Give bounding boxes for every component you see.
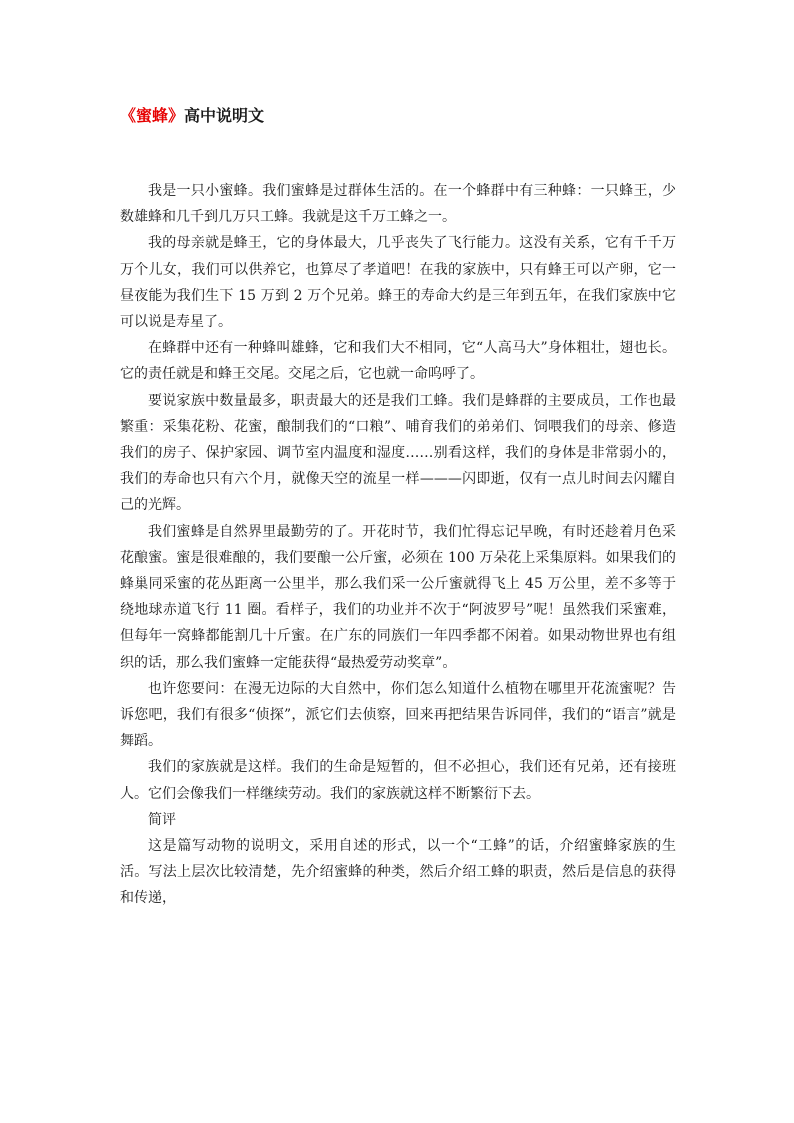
paragraph-scouts: 也许您要问：在漫无边际的大自然中，你们怎么知道什么植物在哪里开花流蜜呢？告诉您吧，我们有很多“侦探”，派它们去侦察，回来再把结果告诉同伴，我们的“语言”就是舞蹈。 <box>120 680 676 750</box>
document-title <box>120 104 676 128</box>
commentary-heading: 简评 <box>148 811 176 828</box>
paragraph-intro: 我是一只小蜜蜂。我们蜜蜂是过群体生活的。在一个蜂群中有三种蜂：一只蜂王，少数雄蜂和几千到几万只工蜂。我就是这千万工蜂之一。 <box>120 183 676 226</box>
paragraph-queen-bee: 我的母亲就是蜂王，它的身体最大，几乎丧失了飞行能力。这没有关系，它有千千万万个儿女，我们可以供养它，也算尽了孝道吧！在我的家族中，只有蜂王可以产卵，它一昼夜能为我们生下 15 万到 2 万个兄弟。蜂王的寿命大约是三年到五年，在我们家族中它可以说是寿星了。 <box>120 235 676 331</box>
title-genre: 高中说明文 <box>184 106 265 125</box>
paragraph-commentary: 这是篇写动物的说明文，采用自述的形式，以一个“工蜂”的话，介绍蜜蜂家族的生活。写法上层次比较清楚，先介绍蜜蜂的种类，然后介绍工蜂的职责，然后是信息的获得和传递， <box>120 838 676 907</box>
document-page <box>120 104 676 912</box>
paragraph-worker-bee: 要说家族中数量最多，职责最大的还是我们工蜂。我们是蜂群的主要成员，工作也最繁重：采集花粉、花蜜，酿制我们的“口粮”、哺育我们的弟弟们、饲喂我们的母亲、修造我们的房子、保护家园、调节室内温度和湿度……别看这样，我们的身体是非常弱小的，我们的寿命也只有六个月，就像天空的流星一样———闪即逝，仅有一点儿时间去闪耀自己的光辉。 <box>120 392 676 514</box>
paragraph-family: 我们的家族就是这样。我们的生命是短暂的，但不必担心，我们还有兄弟，还有接班人。它们会像我们一样继续劳动。我们的家族就这样不断繁衍下去。 <box>120 759 676 802</box>
paragraph-drone-bee: 在蜂群中还有一种蜂叫雄蜂，它和我们大不相同，它“人高马大”身体粗壮，翅也长。它的责任就是和蜂王交尾。交尾之后，它也就一命呜呼了。 <box>120 340 676 383</box>
paragraph-diligence: 我们蜜蜂是自然界里最勤劳的了。开花时节，我们忙得忘记早晚，有时还趁着月色采花酿蜜。蜜是很难酿的，我们要酿一公斤蜜，必须在 100 万朵花上采集原料。如果我们的蜂巢同采蜜的花丛距离一公里半，那么我们采一公斤蜜就得飞上 45 万公里，差不多等于绕地球赤道飞行 11 圈。看样子，我们的功业并不次于“阿波罗号”呢！虽然我们采蜜难，但每年一窝蜂都能割几十斤蜜。在广东的同族们一年四季都不闲着。如果动物世界也有组织的话，那么我们蜜蜂一定能获得“最热爱劳动奖章”。 <box>120 523 676 671</box>
title-book-name: 《蜜蜂》 <box>120 106 185 125</box>
